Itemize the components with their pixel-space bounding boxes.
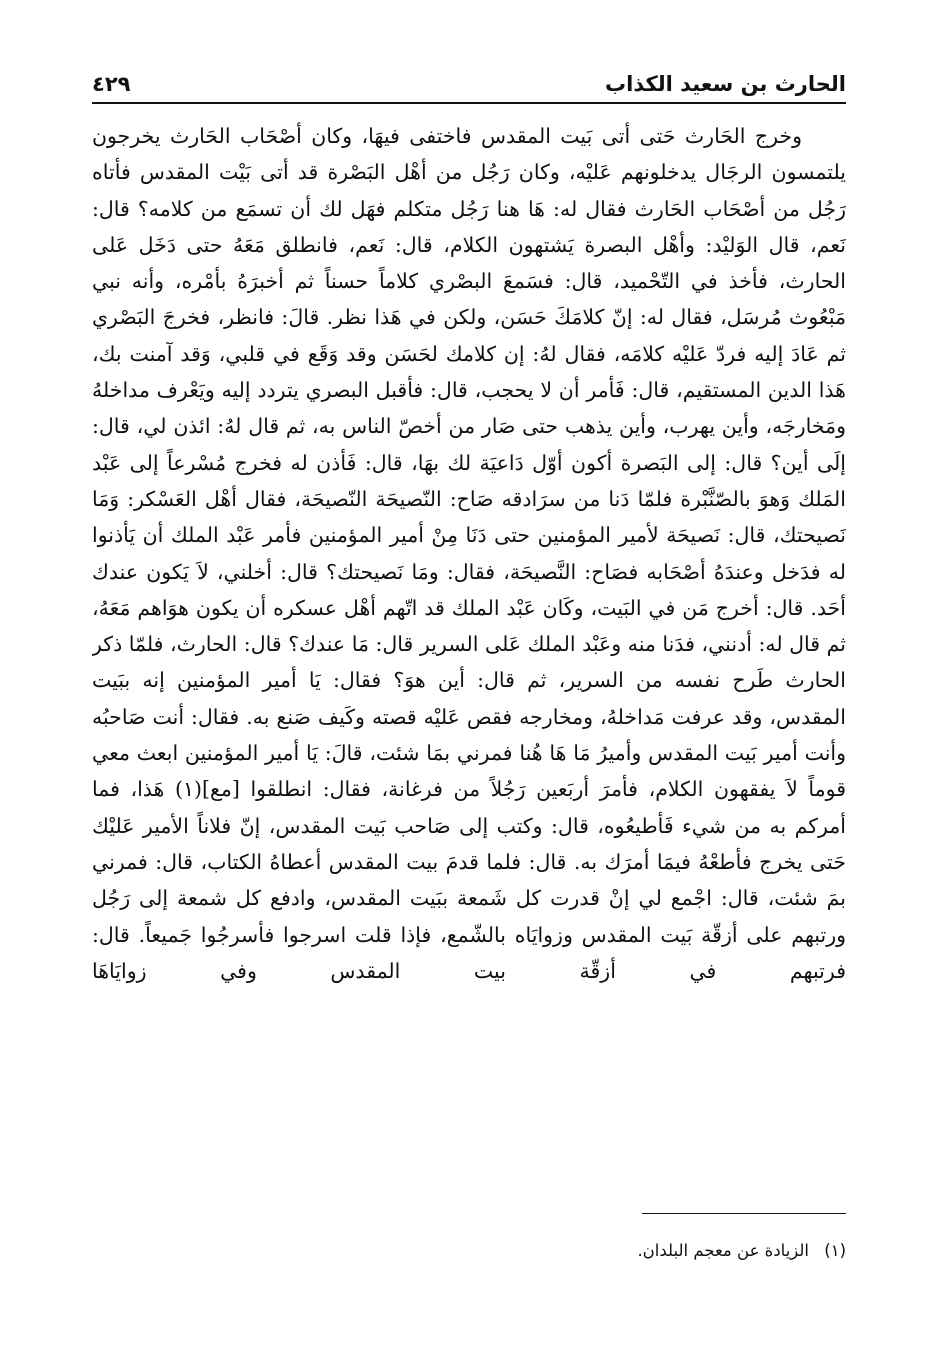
footnote-text: الزيادة عن معجم البلدان. (637, 1241, 809, 1260)
body-paragraph: وخرج الحَارث حَتى أتى بَيت المقدس فاختفى فيهَا، وكان أصْحَاب الحَارث يخرجون يلتمسون الرجَال يدخلونهم عَليْه، وكان رَجُل من أهْل البَصْرة قد أتى بَيْت المقدس فأتاه رَجُل من أصْحَاب الحَارث فقال له: هَا هنا رَجُل متكلم فهَل لك أن تسمَع من كلامه؟ قال: نَعم، قال الوَليْد: وأهْل البصرة يَشتهون الكلام، قال: نَعم، فانطلق مَعَهُ حتى دَخَل عَلى الحارث، فأخذ في التّحْميد، قال: فسَمعَ البصْري كلاماً حسناً ثم أخبرَهُ بأمْره، وأنه نبي مَبْعُوث مُرسَل، فقال له: إنّ كلامَكَ حَسَن، ولكن في هَذا نظر. قالَ: فانظر، فخرجَ البَصْري ثم عَادَ إليه فردّ عَليْه كلامَه، فقال لهُ: إن كلامك لحَسَن وقد وَقَع في قلبي، وَقد آمنت بك، هَذا الدين المستقيم، قال: فَأمر أن لا يحجب، قال: فأقبل البصري يتردد إليه ويَعْرف مداخلهُ ومَخارجَه، وأين يهرب، وأين يذهب حتى صَار من أخصّ الناس به، ثم قال لهُ: ائذن لي، قال: إلَى أين؟ قال: إلى البَصرة أكون أوّل دَاعيَة لك بهَا، قال: فَأذن له فخرج مُسْرعاً إلى عَبْد المَلك وَهوَ بالصّنَّبْرة فلمّا دَنا من سرَادقه صَاح: النّصيحَة النّصيحَة، فقال أهْل العَسْكر: وَمَا نَصيحتك، قال: نَصيحَة لأمير المؤمنين حتى دَنَا مِنْ أمير المؤمنين فأمر عَبْد الملك أن يَأذنوا له فدَخل وعندَهُ أصْحَابه فصَاح: النَّصيحَة، فقال: ومَا نَصيحتك؟ قال: أخلني، لاَ يَكون عندك أحَد. قال: أخرج مَن في البَيت، وكَان عَبْد الملك قد اتّهم أهْل عسكره أن يكون هوَاهم مَعَهُ، ثم قال له: أدنني، فدَنا منه وعَبْد الملك عَلى السرير قال: مَا عندك؟ قال: الحارث، فلمّا ذكر الحارث طَرح نفسه من السرير، ثم قال: أين هوَ؟ فقال: يَا أمير المؤمنين إنه ببَيت المقدس، وقد عرفت مَداخلهُ، ومخارجه فقص عَليْه قصته وكَيف صَنع به. فقال: أنت صَاحبُه وأنت أمير بَيت المقدس وأميرُ مَا هَا هُنا فمرني بمَا شئت، قالَ: يَا أمير المؤمنين ابعث معي قوماً لاَ يفقهون الكلام، فأمرَ أربَعين رَجُلاً من فرغانة، فقال: انطلقوا [مع](١) هَذا، فما أمركم به من شيء فَأطيعُوه، قال: وكتب إلى صَاحب بَيت المقدس، إنّ فلاناً الأمير عَليْك حَتى يخرج فأطعْهُ فيمَا أمرَك به. قال: فلما قدمَ بيت المقدس أعطاهُ الكتاب، قال: فمرني بمَ شئت، قال: اجْمع لي إنْ قدرت كل شَمعة ببَيت المقدس، وادفع كل شمعة إلى رَجُل ورتبهم على أزقّة بَيت المقدس وزوايَاه بالشّمع، فإذا قلت اسرجوا فأسرجُوا جَميعاً. قال: فرتبهم في أزقّة بيت المقدس وفي زوايَاهَا (92, 124, 846, 983)
footnote (92, 1238, 846, 1264)
footnote-divider (642, 1213, 846, 1214)
running-header (92, 58, 846, 104)
running-title: الحارث بن سعيد الكذاب (605, 72, 846, 96)
page-number: ٤٢٩ (92, 72, 131, 96)
footnote-marker: (١) (824, 1241, 846, 1260)
main-text (92, 118, 846, 1204)
